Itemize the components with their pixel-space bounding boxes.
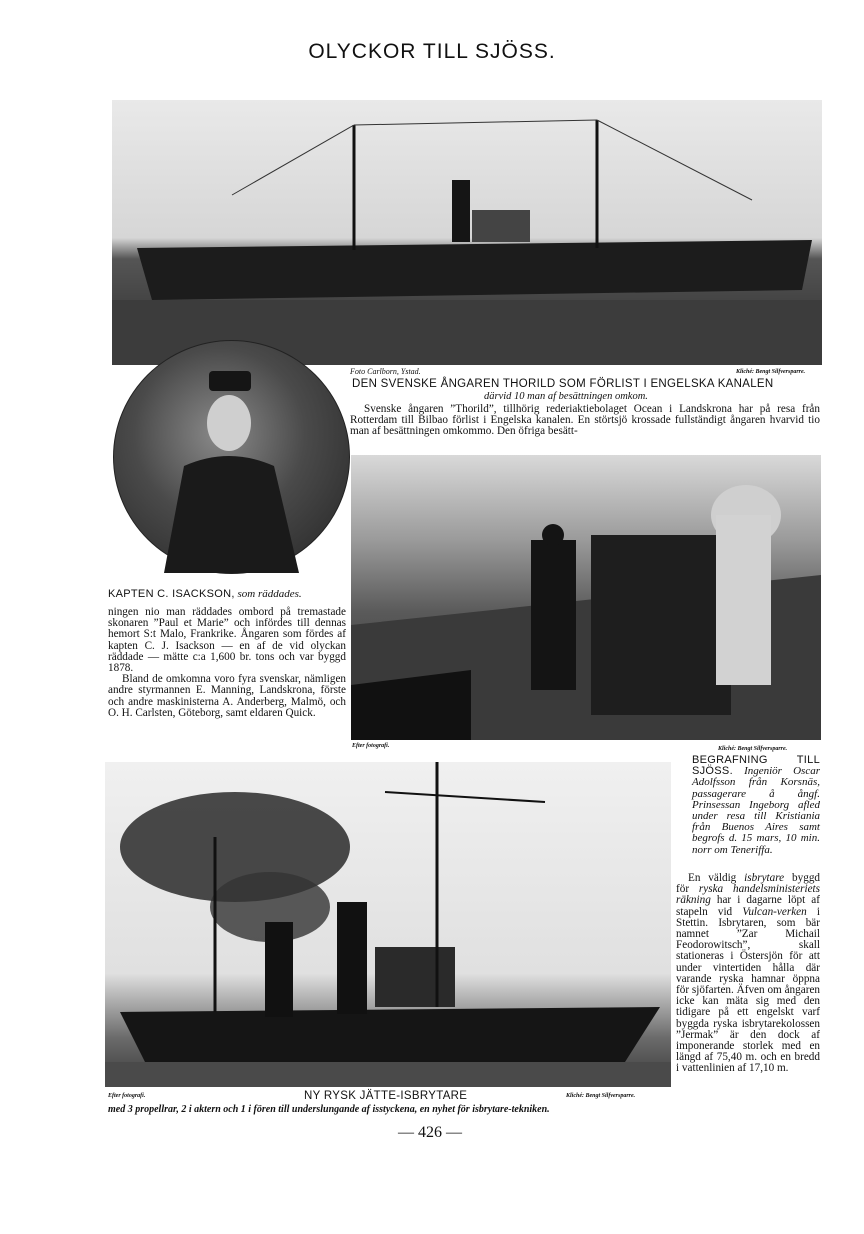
photo-funeral-at-sea: [351, 455, 821, 740]
thorild-paragraph-1: ningen nio man räddades ombord på tremastade skonaren ”Paul et Marie” och infördes till dennas hemort S:t Malo, Frankrike. Ångaren som fördes af kapten C. J. Isackson — en af de vid olyckan räddade — mätte c:a 1,600 br. tons och var byggd 1878.: [108, 606, 346, 675]
funeral-caption: [692, 755, 820, 856]
funeral-photo-credit: Efter fotografi.: [352, 743, 390, 749]
funeral-caption-body: Ingeniör Oscar Adolfsson från Korsnäs, passagerare å ångf. Prinsessan Ingeborg afled under resa till Kristiania från Buenos Aires samt begrofs d. 15 mars, 10 min. norr om Teneriffa.: [692, 765, 820, 856]
icebreaker-article: [676, 873, 820, 1075]
portrait-caption-main: KAPTEN C. ISACKSON,: [108, 588, 235, 600]
icebreaker-photo-credit: Efter fotografi.: [108, 1093, 146, 1099]
icebreaker-text-5: har i dagarne löpt af stapeln vid: [676, 894, 820, 918]
icebreaker-text-1: En väldig: [688, 872, 737, 884]
top-photo-cliche: Kliché: Bengt Silfversparre.: [736, 369, 806, 375]
portrait-caption: [108, 588, 302, 600]
steamship-illustration: [112, 100, 822, 365]
top-photo-credit: Foto Carlborn, Ystad.: [350, 367, 421, 376]
icebreaker-text-2: isbrytare: [744, 872, 785, 884]
thorild-article-intro: Svenske ångaren ”Thorild”, tillhörig rederiaktiebolaget Ocean i Landskrona har på resa från Rotterdam till Bilbao förlist i Engelska kanalen. En störtsjö krossade fullständigt ångaren hvarvid tio man af besättningen omkommo. Den öfriga besätt-: [350, 403, 820, 438]
icebreaker-text-4: ryska handelsministeriets räkning: [676, 883, 820, 907]
icebreaker-caption-sub: med 3 propellrar, 2 i aktern och 1 i fören till underslungande af isstyckena, en nyhet för isbrytare-tekniken.: [108, 1104, 550, 1115]
icebreaker-text-7: i Stettin. Isbrytaren, som bär namnet ”Zar Michail Feodorowitsch”, skall stationeras i Östersjön för att under vintertiden hålla där varande ryska hamnar öppna för sjöfarten. Äfven om ångaren icke kan mäta sig med den tidigare på ett engelskt varf byggda ryska isbrytarekolossen ”Jermak” är den dock af imponerande storlek med en längd af 75,40 m. och en bredd i vattenlinien af 17,10 m.: [676, 905, 821, 1075]
funeral-photo-cliche: Kliché: Bengt Silfversparre.: [718, 746, 788, 752]
icebreaker-caption: NY RYSK JÄTTE-ISBRYTARE: [304, 1090, 468, 1102]
icebreaker-photo-cliche: Kliché: Bengt Silfversparre.: [566, 1093, 636, 1099]
portrait-figure: [114, 341, 349, 573]
icebreaker-text-3: byggd för: [676, 872, 821, 896]
icebreaker-illustration: [105, 762, 671, 1087]
page-number: — 426 —: [398, 1124, 462, 1141]
top-photo-caption-sub: därvid 10 man af besättningen omkom.: [484, 391, 648, 402]
top-photo-caption: DEN SVENSKE ÅNGAREN THORILD SOM FÖRLIST I ENGELSKA KANALEN: [352, 378, 774, 390]
thorild-article-continued: [108, 607, 346, 719]
photo-russian-icebreaker: [105, 762, 671, 1087]
icebreaker-text-6: Vulcan-verken: [742, 905, 807, 918]
page-title: OLYCKOR TILL SJÖSS.: [308, 40, 556, 63]
funeral-caption-title: BEGRAFNING TILL SJÖSS.: [692, 754, 820, 778]
portrait-caption-italic: som räddades.: [237, 588, 302, 600]
portrait-captain-isackson: [113, 340, 350, 574]
funeral-scene: [351, 455, 821, 740]
photo-steamship-thorild: [112, 100, 822, 365]
thorild-paragraph-2: Bland de omkomna voro fyra svenskar, nämligen andre styrmannen E. Manning, Landskrona, förste och andre maskinisterna A. Anderberg, Malmö, och O. H. Carlsten, Göteborg, samt eldaren Quick.: [108, 673, 346, 719]
